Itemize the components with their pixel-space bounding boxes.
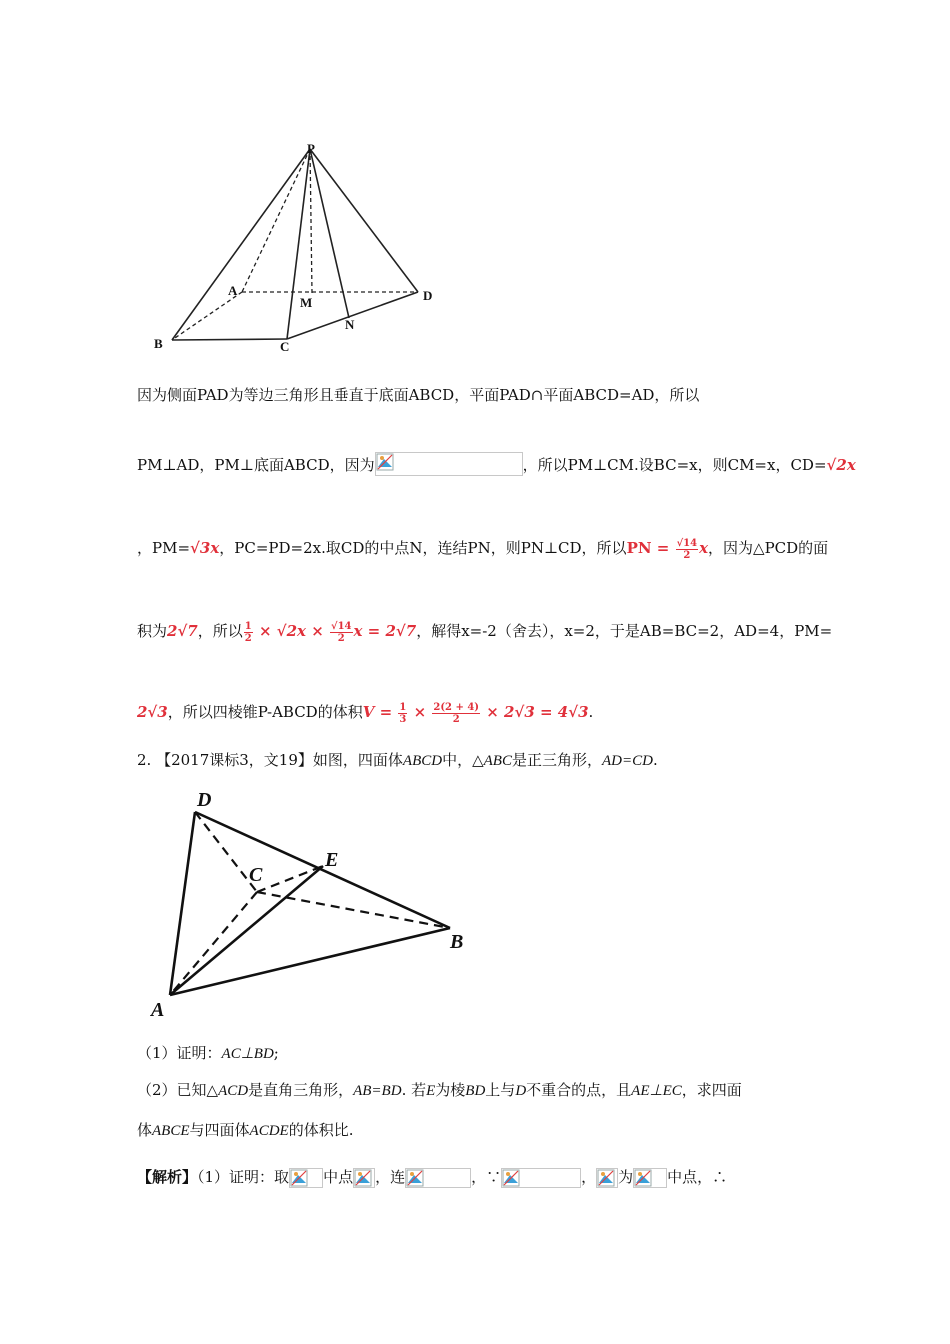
frac-num: 1	[244, 620, 252, 632]
text-span: . 若	[401, 1081, 427, 1099]
label-M: M	[300, 295, 313, 310]
broken-image-icon	[406, 1169, 424, 1187]
solution-line-4	[137, 620, 832, 644]
math-v-frac2	[432, 702, 480, 725]
broken-image-placeholder	[596, 1168, 618, 1188]
math-pm-value: 2√3	[137, 703, 168, 721]
math-v-frac1	[398, 702, 407, 725]
math-ad-cd: AD=CD	[602, 753, 653, 769]
math-cd: √2x	[826, 456, 856, 474]
text-span: 不重合的点，且	[526, 1081, 632, 1099]
label-A: A	[228, 283, 238, 298]
label-A: A	[151, 999, 165, 1020]
text-span: .	[588, 703, 594, 721]
frac-den: 2	[683, 549, 691, 561]
frac-num: 1	[399, 701, 407, 713]
math-area: 2√7	[167, 622, 198, 640]
broken-image-icon	[354, 1169, 372, 1187]
label-C: C	[280, 339, 290, 354]
math-v-times: ×	[408, 703, 432, 721]
math-acde: ACDE	[249, 1123, 289, 1139]
tetrahedron-figure	[145, 780, 485, 1020]
problem-2-part-2-cont	[137, 1119, 353, 1142]
frac-num: √14	[331, 620, 352, 632]
math-pn-lhs: PN =	[626, 539, 675, 557]
text-span: 为	[618, 1168, 634, 1186]
text-span: 与四面体	[189, 1121, 250, 1139]
math-abc: ABC	[483, 753, 512, 769]
math-pm: √3x	[190, 539, 220, 557]
text-span: 因为侧面PAD为等边三角形且垂直于底面ABCD，平面PAD∩平面ABCD=AD，所以	[137, 386, 700, 404]
label-P: P	[307, 141, 315, 156]
label-C: C	[249, 864, 263, 886]
broken-image-icon	[597, 1169, 615, 1187]
math-e: E	[426, 1083, 436, 1099]
solution-line-2	[137, 452, 856, 476]
text-span: 的体积比.	[288, 1121, 354, 1139]
text-span: 体	[137, 1121, 153, 1139]
text-span: 积为	[137, 622, 168, 640]
text-span: ，解得x=-2（舍去），x=2，于是AB=BC=2，AD=4，PM=	[416, 622, 833, 640]
broken-image-icon	[634, 1169, 652, 1187]
text-span: 中点	[323, 1168, 354, 1186]
math-abcd: ABCD	[402, 753, 443, 769]
label-B: B	[154, 336, 163, 351]
math-bd: BD	[465, 1083, 486, 1099]
frac-den: 2	[452, 713, 460, 725]
broken-image-placeholder	[405, 1168, 471, 1188]
text-span: ，	[581, 1168, 597, 1186]
math-sqrt14-frac	[330, 621, 353, 644]
text-span: 中点，∴	[667, 1168, 728, 1186]
solution-line-1	[137, 384, 699, 406]
label-B: B	[450, 931, 464, 953]
broken-image-icon	[376, 453, 394, 471]
broken-image-placeholder	[375, 452, 523, 476]
text-span: ，所以四棱锥P-ABCD的体积	[167, 703, 363, 721]
label-D: D	[423, 288, 433, 303]
label-D: D	[197, 789, 212, 811]
text-span: ，所以PM⊥CM.设BC=x，则CM=x，CD=	[522, 456, 827, 474]
label-N: N	[345, 317, 355, 332]
analysis-line	[137, 1166, 727, 1188]
text-span: PM⊥AD，PM⊥底面ABCD，因为	[137, 456, 375, 474]
text-span: ;	[273, 1044, 279, 1062]
frac-den: 2	[244, 632, 252, 644]
solution-line-5	[137, 701, 593, 725]
math-ae-ec: AE⊥EC	[631, 1083, 682, 1099]
problem-number: 2.	[137, 751, 152, 769]
text-span: 上与	[485, 1081, 516, 1099]
math-eq-rhs: x = 2√7	[353, 622, 417, 640]
solution-line-3	[137, 537, 828, 561]
text-span: ，连	[375, 1168, 406, 1186]
text-span: ，∵	[471, 1168, 502, 1186]
problem-2-part-2	[137, 1079, 742, 1102]
text-span: ，PM=	[137, 539, 191, 557]
frac-den: 3	[399, 713, 407, 725]
text-span: ，因为△PCD的面	[708, 539, 829, 557]
analysis-tag: 【解析】	[137, 1168, 198, 1186]
broken-image-placeholder	[353, 1168, 375, 1188]
math-ab-bd: AB=BD	[353, 1083, 402, 1099]
broken-image-placeholder	[289, 1168, 323, 1188]
math-v-rhs: × 2√3 = 4√3	[481, 703, 589, 721]
text-span: （1）证明：	[137, 1044, 222, 1062]
math-d: D	[515, 1083, 527, 1099]
math-v-lhs: V =	[362, 703, 398, 721]
text-span: ，求四面	[681, 1081, 742, 1099]
broken-image-placeholder	[633, 1168, 667, 1188]
broken-image-icon	[502, 1169, 520, 1187]
frac-num: 2(2 + 4)	[433, 701, 480, 713]
text-span: 如图，四面体	[312, 751, 403, 769]
broken-image-placeholder	[501, 1168, 581, 1188]
broken-image-icon	[290, 1169, 308, 1187]
text-span: ，PC=PD=2x.取CD的中点N，连结PN，则PN⊥CD，所以	[219, 539, 627, 557]
text-span: （2）已知△	[137, 1081, 219, 1099]
math-pn-x: x	[699, 539, 709, 557]
frac-num: √14	[676, 537, 698, 549]
math-eq-mid: × √2x ×	[253, 622, 329, 640]
math-acd: ACD	[218, 1083, 249, 1099]
text-span: 是直角三角形，	[248, 1081, 354, 1099]
problem-source: 【2017课标3，文19】	[156, 751, 313, 769]
pyramid-figure	[150, 135, 450, 360]
problem-2-part-1	[137, 1042, 279, 1065]
text-span: 为棱	[435, 1081, 466, 1099]
problem-2-statement	[137, 749, 658, 772]
text-span: .	[652, 751, 658, 769]
frac-den: 2	[337, 632, 345, 644]
math-ac-bd: AC⊥BD	[221, 1046, 274, 1062]
text-span: 是正三角形，	[511, 751, 602, 769]
label-E: E	[325, 849, 339, 871]
text-span: （1）证明：取	[197, 1168, 290, 1186]
text-span: 中，△	[442, 751, 484, 769]
math-abce: ABCE	[152, 1123, 190, 1139]
math-pn-frac	[676, 538, 699, 561]
math-half-frac	[244, 621, 253, 644]
text-span: ，所以	[197, 622, 243, 640]
